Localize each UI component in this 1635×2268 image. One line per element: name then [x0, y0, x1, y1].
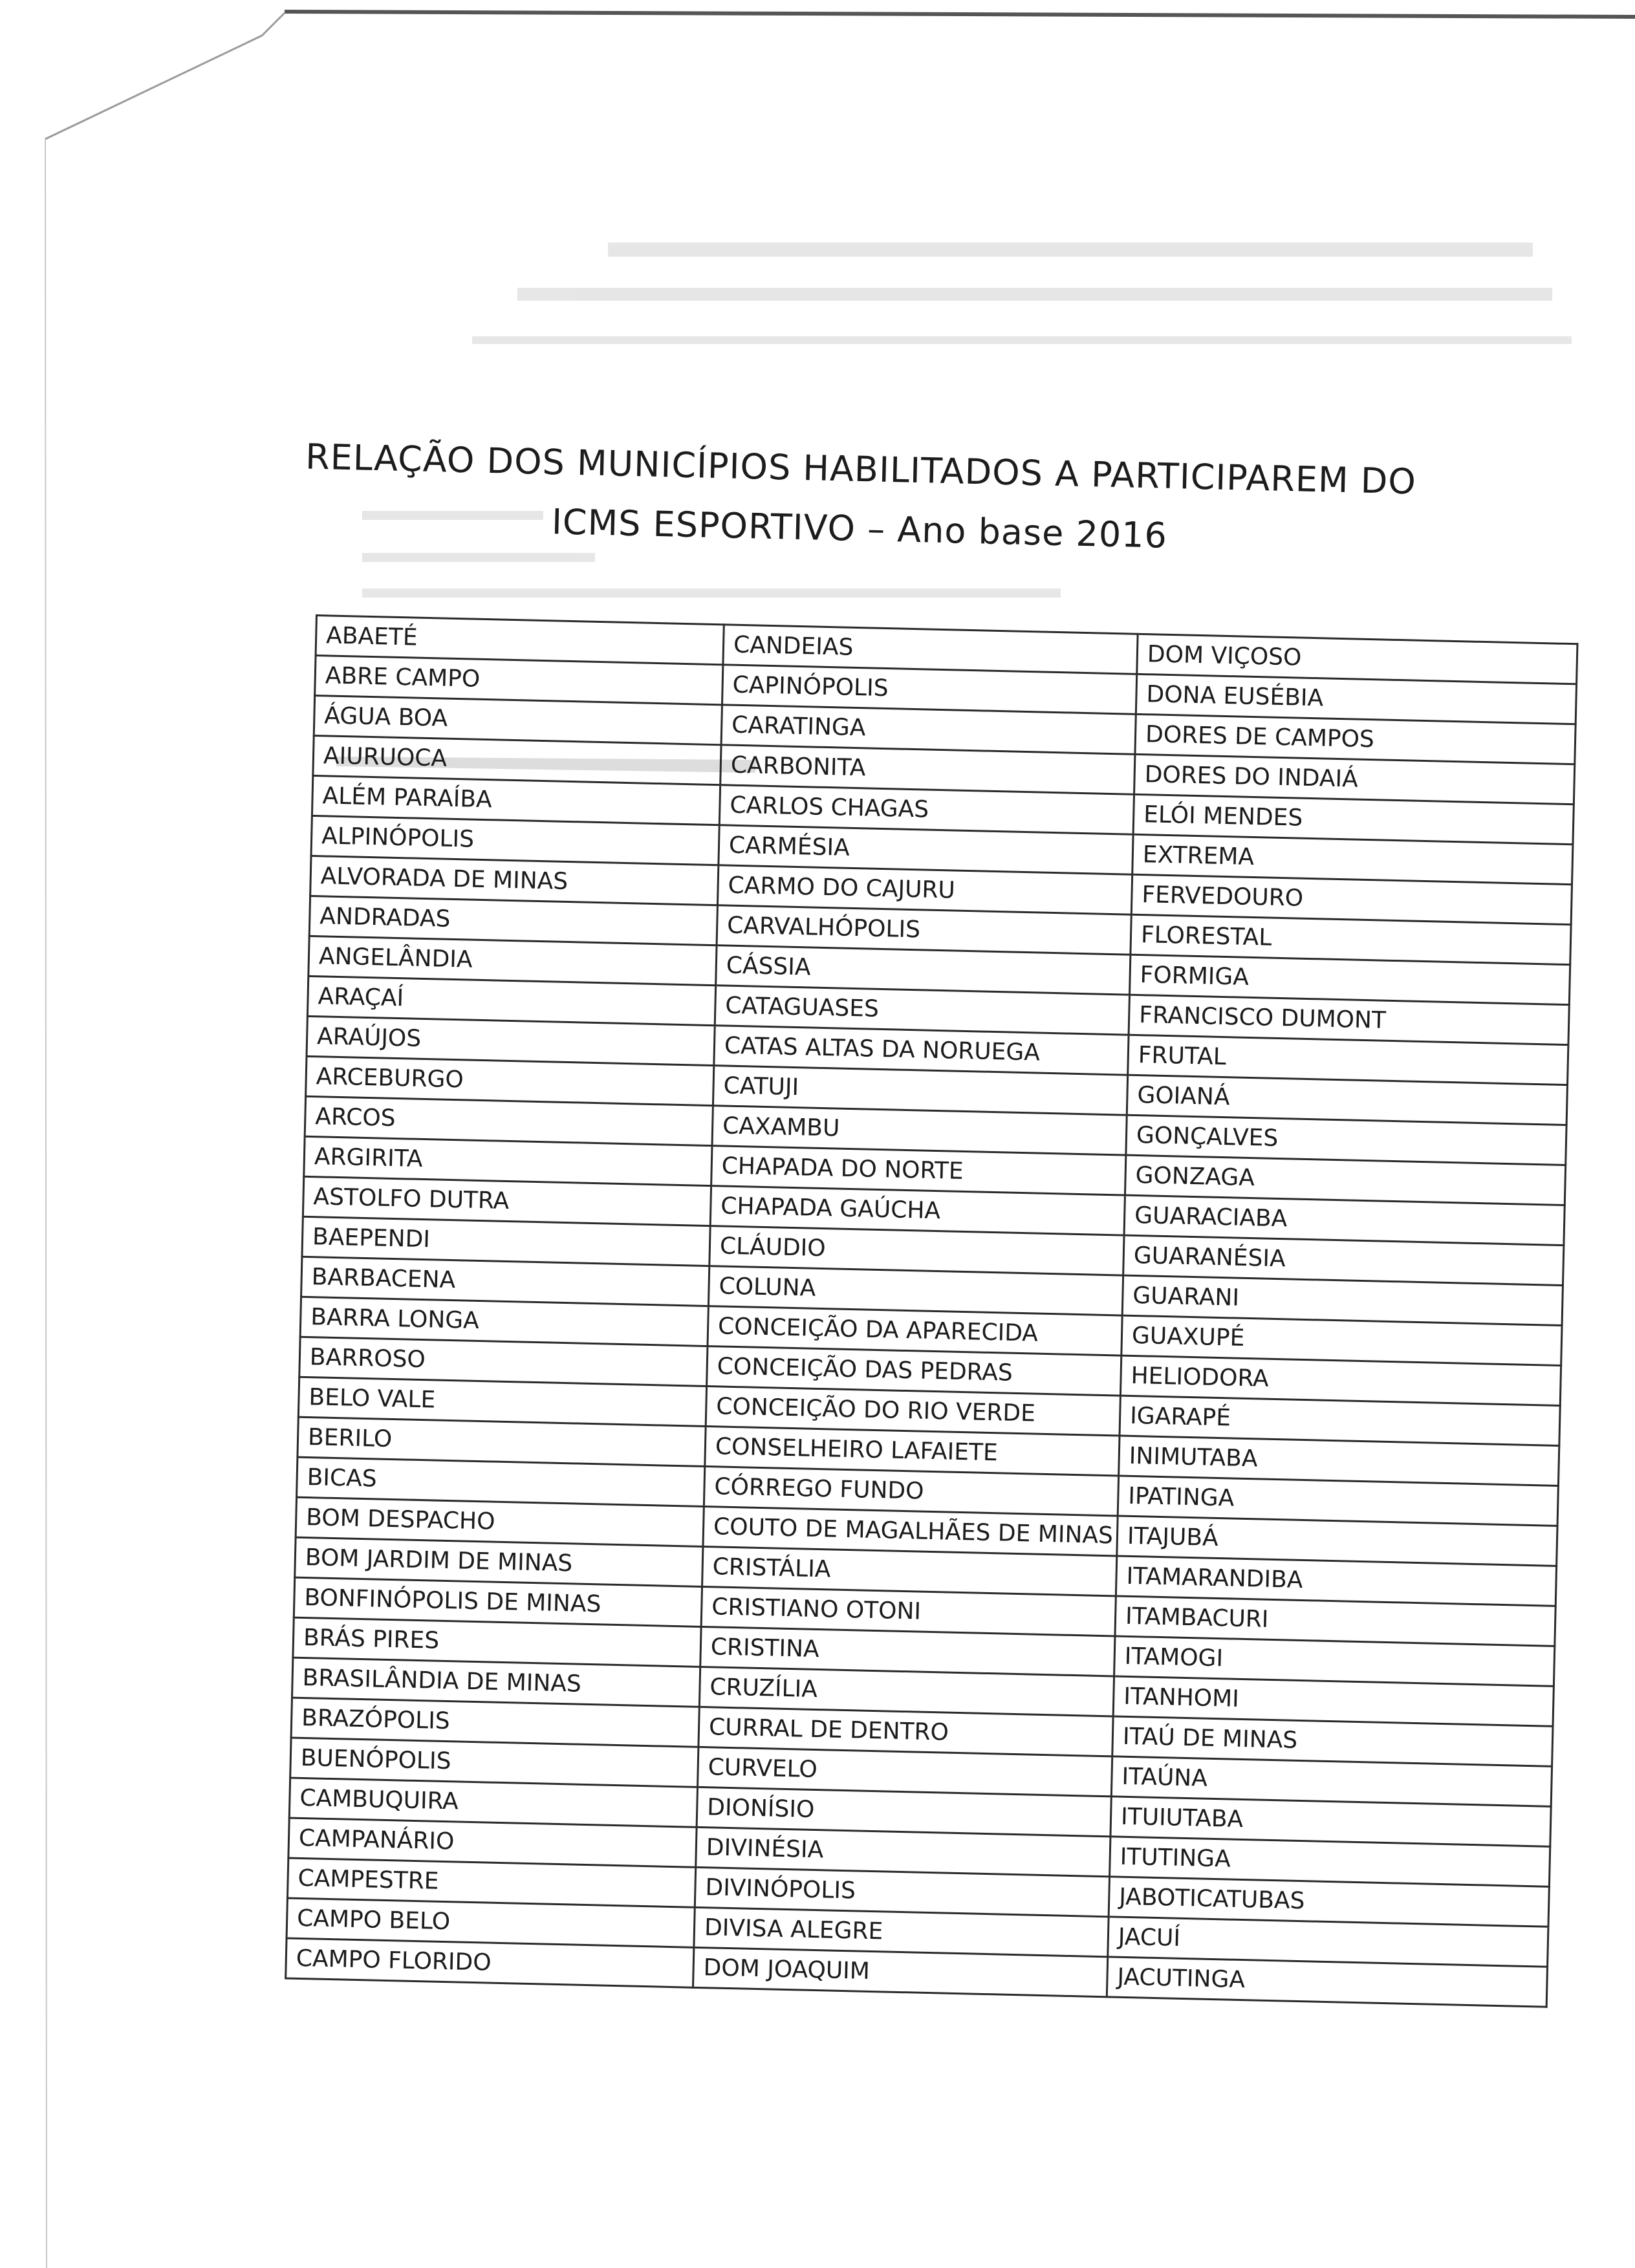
municipality-cell: AIURUOCA — [313, 735, 721, 784]
municipalities-table — [285, 614, 1578, 2008]
municipality-cell: CHAPADA DO NORTE — [711, 1146, 1126, 1196]
municipality-cell: DIVISA ALEGRE — [694, 1907, 1109, 1957]
municipality-cell: CARLOS CHAGAS — [719, 785, 1134, 835]
municipality-cell: CURRAL DE DENTRO — [698, 1707, 1113, 1756]
municipality-cell: DOM VIÇOSO — [1137, 634, 1577, 684]
municipality-cell: ASTOLFO DUTRA — [303, 1176, 711, 1226]
municipality-cell: FRUTAL — [1128, 1035, 1568, 1085]
municipality-cell: CONCEIÇÃO DO RIO VERDE — [706, 1387, 1120, 1436]
municipality-cell: ABRE CAMPO — [315, 656, 723, 705]
municipality-cell: BRASILÂNDIA DE MINAS — [292, 1658, 700, 1707]
municipality-cell: INIMUTABA — [1119, 1436, 1559, 1485]
title-line-2: ICMS ESPORTIVO – Ano base 2016 — [551, 501, 1168, 556]
municipality-cell: FRANCISCO DUMONT — [1129, 995, 1569, 1044]
municipality-cell: CAMBUQUIRA — [289, 1778, 697, 1827]
municipality-cell: CURVELO — [698, 1747, 1112, 1797]
municipality-cell: HELIODORA — [1120, 1355, 1561, 1405]
municipality-cell: EXTREMA — [1132, 834, 1573, 884]
municipality-cell: GUARANÉSIA — [1123, 1235, 1564, 1285]
municipality-cell: GOIANÁ — [1127, 1075, 1567, 1125]
municipality-cell: CHAPADA GAÚCHA — [710, 1186, 1125, 1236]
municipality-cell: FORMIGA — [1129, 955, 1570, 1004]
municipality-cell: GONZAGA — [1125, 1155, 1565, 1205]
municipality-cell: JACUÍ — [1108, 1917, 1548, 1967]
municipality-cell: BERILO — [298, 1417, 706, 1466]
municipality-cell: ALÉM PARAÍBA — [312, 775, 720, 825]
municipality-cell: CATUJI — [713, 1066, 1127, 1116]
municipality-cell: ITAMARANDIBA — [1116, 1556, 1556, 1606]
municipality-cell: FERVEDOURO — [1131, 874, 1572, 924]
municipality-cell: ARAÚJOS — [307, 1016, 715, 1065]
municipality-cell: ALPINÓPOLIS — [311, 815, 719, 865]
municipality-cell: COUTO DE MAGALHÃES DE MINAS — [703, 1506, 1118, 1556]
municipality-cell: GONÇALVES — [1126, 1115, 1566, 1165]
municipality-cell: CARVALHÓPOLIS — [717, 905, 1131, 955]
municipality-cell: COLUNA — [708, 1266, 1123, 1316]
municipality-cell: CONSELHEIRO LAFAIETE — [705, 1427, 1120, 1476]
municipality-cell: CRUZÍLIA — [699, 1667, 1114, 1716]
municipality-cell: DORES DE CAMPOS — [1135, 714, 1575, 764]
municipality-cell: CARBONITA — [720, 745, 1135, 795]
municipality-cell: ITAJUBÁ — [1117, 1516, 1557, 1566]
municipality-cell: CAMPANÁRIO — [288, 1818, 697, 1867]
municipality-cell: ÁGUA BOA — [314, 696, 722, 745]
municipality-cell: CONCEIÇÃO DAS PEDRAS — [707, 1346, 1121, 1396]
municipality-cell: ITAÚNA — [1111, 1756, 1552, 1806]
municipality-cell: GUARANI — [1122, 1275, 1563, 1325]
municipality-cell: JACUTINGA — [1107, 1957, 1547, 2007]
municipality-cell: CANDEIAS — [723, 625, 1138, 675]
municipality-cell: BICAS — [297, 1457, 705, 1506]
municipality-cell: BOM JARDIM DE MINAS — [295, 1537, 703, 1586]
municipality-cell: GUARACIABA — [1124, 1195, 1565, 1245]
municipality-cell: BUENÓPOLIS — [290, 1738, 698, 1787]
municipalities-table-body — [286, 616, 1577, 2007]
municipality-cell: ARCOS — [305, 1096, 713, 1145]
title-line-1: RELAÇÃO DOS MUNICÍPIOS HABILITADOS A PARTICIPAREM DO — [305, 436, 1417, 502]
municipality-cell: ITAÚ DE MINAS — [1112, 1716, 1553, 1766]
municipality-cell: CRISTIANO OTONI — [701, 1586, 1116, 1636]
municipality-cell: ELÓI MENDES — [1133, 794, 1574, 844]
municipality-cell: GUAXUPÉ — [1121, 1315, 1562, 1365]
municipality-cell: DONA EUSÉBIA — [1136, 674, 1576, 724]
municipality-cell: CAMPO BELO — [287, 1898, 695, 1947]
municipalities-table-wrap — [285, 614, 1578, 2008]
municipality-cell: BRAZÓPOLIS — [291, 1698, 699, 1747]
municipality-cell: ITAMBACURI — [1115, 1596, 1555, 1646]
municipality-cell: CONCEIÇÃO DA APARECIDA — [708, 1306, 1122, 1356]
municipality-cell: ARCEBURGO — [306, 1056, 714, 1105]
municipality-cell: BARROSO — [299, 1337, 708, 1386]
municipality-cell: CARATINGA — [721, 705, 1136, 755]
municipality-cell: BELO VALE — [298, 1377, 706, 1426]
municipality-cell: ALVORADA DE MINAS — [310, 856, 719, 905]
municipality-cell: ANGELÂNDIA — [309, 936, 717, 985]
municipality-cell: ITANHOMI — [1113, 1676, 1554, 1726]
municipality-cell: IGARAPÉ — [1120, 1396, 1560, 1445]
municipality-cell: CRISTINA — [700, 1626, 1115, 1676]
municipality-cell: CÓRREGO FUNDO — [704, 1466, 1118, 1516]
municipality-cell: DOM JOAQUIM — [693, 1947, 1107, 1997]
municipality-cell: ITAMOGI — [1114, 1636, 1555, 1686]
municipality-cell: DIVINÓPOLIS — [695, 1867, 1109, 1917]
municipality-cell: ITUTINGA — [1110, 1837, 1550, 1886]
municipality-cell: ABAETÉ — [316, 616, 724, 665]
municipality-cell: DIONÍSIO — [697, 1787, 1111, 1837]
municipality-cell: CAMPESTRE — [287, 1858, 695, 1907]
municipality-cell: IPATINGA — [1118, 1476, 1558, 1526]
municipality-cell: BARBACENA — [301, 1257, 709, 1306]
municipality-cell: ARAÇAÍ — [307, 976, 715, 1025]
municipality-cell: BRÁS PIRES — [293, 1617, 701, 1667]
municipality-cell: CARMO DO CAJURU — [717, 865, 1132, 915]
municipality-cell: ANDRADAS — [309, 896, 717, 945]
municipality-cell: ARGIRITA — [304, 1136, 712, 1185]
municipality-cell: DIVINÉSIA — [696, 1827, 1110, 1877]
municipality-cell: CARMÉSIA — [719, 825, 1133, 875]
municipality-cell: JABOTICATUBAS — [1109, 1877, 1549, 1927]
municipality-cell: CLÁUDIO — [709, 1226, 1124, 1276]
municipality-cell: CAXAMBU — [712, 1106, 1127, 1156]
municipality-cell: BARRA LONGA — [300, 1297, 708, 1346]
municipality-cell: CAPINÓPOLIS — [722, 665, 1136, 715]
municipality-cell: CRISTÁLIA — [702, 1546, 1117, 1596]
municipality-cell: DORES DO INDAIÁ — [1134, 754, 1575, 804]
municipality-cell: CATAGUASES — [715, 986, 1129, 1035]
municipality-cell: BONFINÓPOLIS DE MINAS — [294, 1577, 702, 1626]
municipality-cell: ITUIUTABA — [1110, 1797, 1551, 1846]
municipality-cell: FLORESTAL — [1131, 914, 1571, 964]
municipality-cell: BAEPENDI — [302, 1216, 710, 1266]
municipality-cell: CATAS ALTAS DA NORUEGA — [714, 1026, 1129, 1075]
municipality-cell: BOM DESPACHO — [296, 1497, 704, 1546]
municipality-cell: CÁSSIA — [716, 945, 1131, 995]
municipality-cell: CAMPO FLORIDO — [286, 1938, 694, 1987]
